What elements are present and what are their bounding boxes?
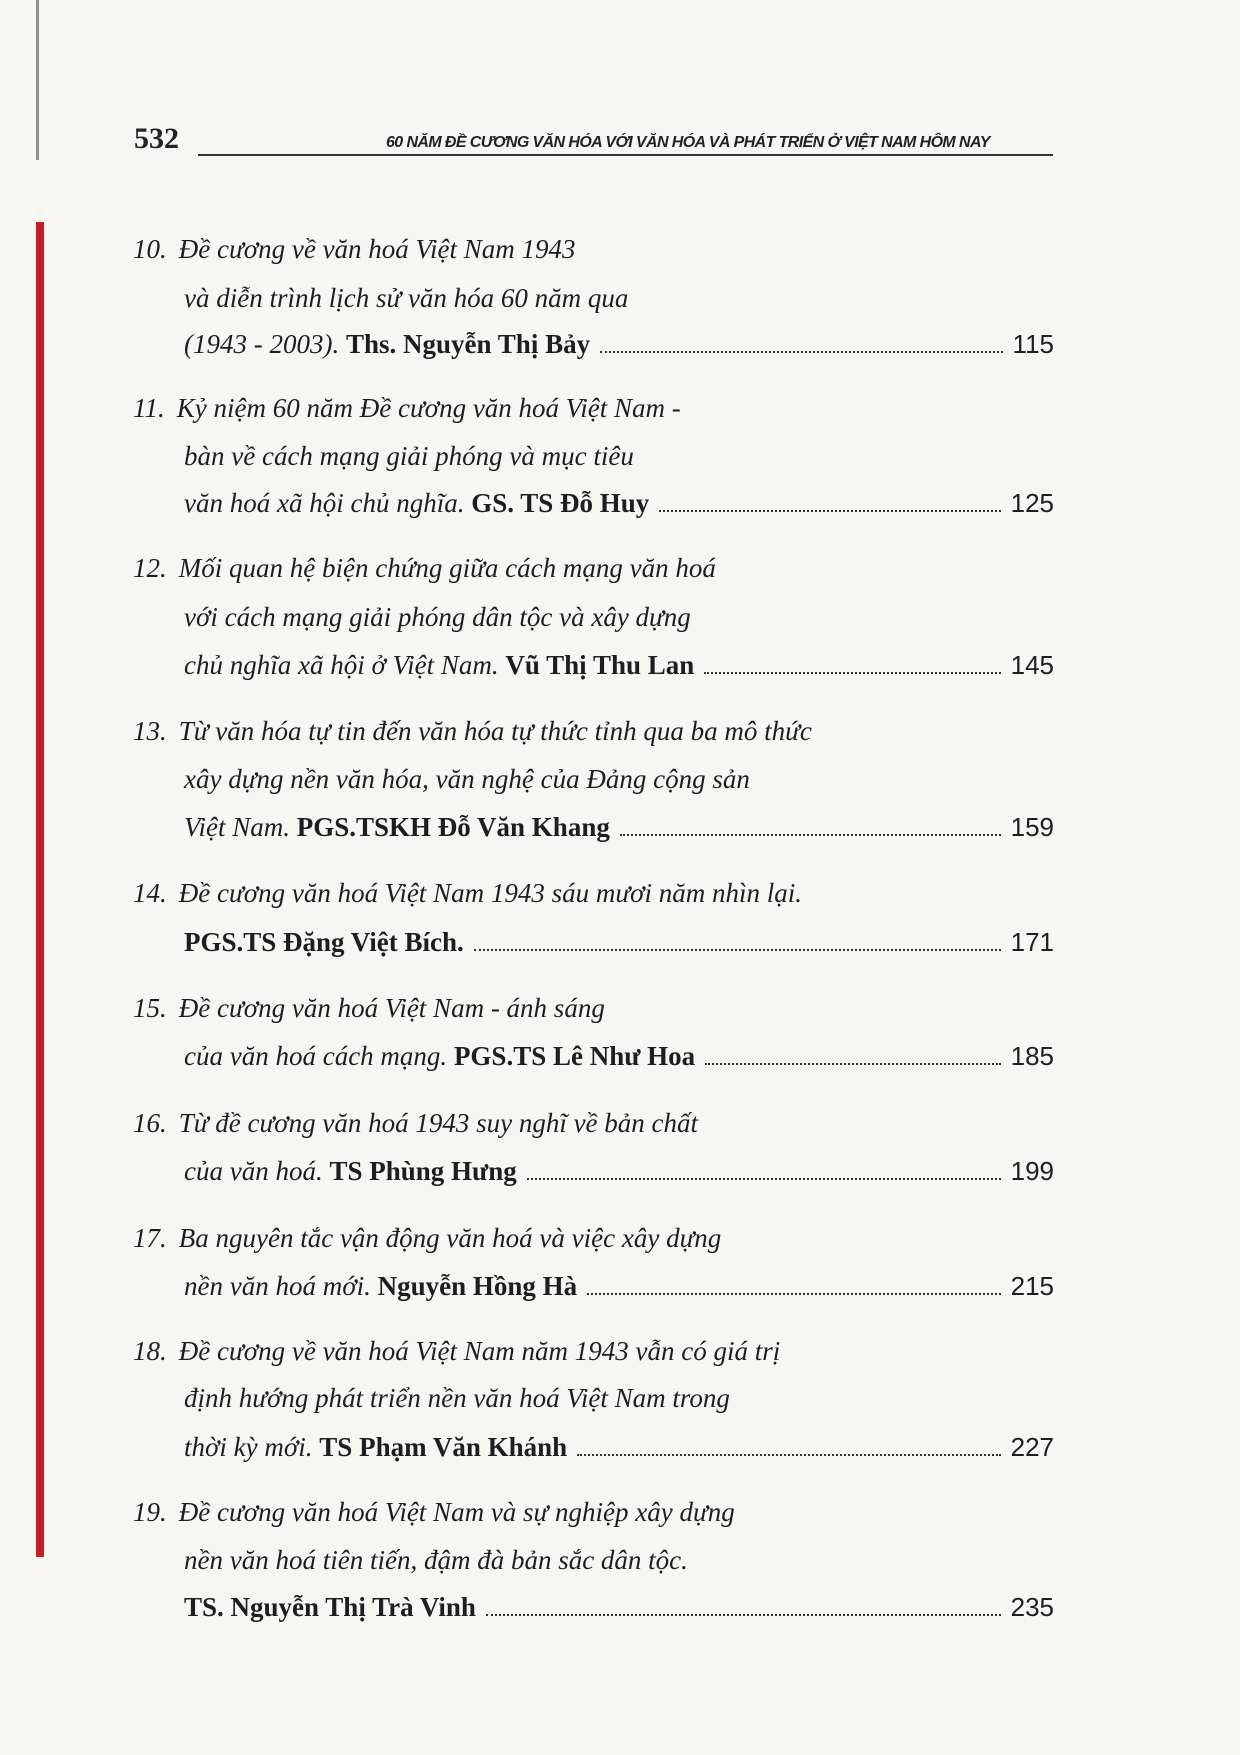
entry-author: Vũ Thị Thu Lan — [505, 650, 695, 680]
dot-leader — [577, 1434, 1000, 1456]
dot-leader — [620, 814, 1001, 836]
entry-title-text: Ba nguyên tắc vận động văn hoá và việc xây dựng — [178, 1223, 722, 1253]
entry-title-text: của văn hoá cách mạng. — [184, 1041, 448, 1071]
entry-number: 19. — [133, 1497, 167, 1527]
entry-author: PGS.TS Lê Như Hoa — [453, 1041, 696, 1071]
entry-author: Nguyễn Hồng Hà — [377, 1271, 578, 1301]
entry-number: 14. — [133, 878, 167, 908]
entry-number: 15. — [133, 993, 167, 1023]
entry-author: PGS.TS Đặng Việt Bích. — [184, 927, 464, 957]
dot-leader — [527, 1158, 1001, 1180]
dot-leader — [486, 1594, 1001, 1616]
toc-entry-final-line — [184, 1590, 1054, 1624]
entry-number: 18. — [133, 1336, 167, 1366]
toc-entry-line — [133, 232, 576, 266]
header-rule — [198, 154, 1053, 156]
toc-entry-line — [133, 1334, 780, 1368]
entry-title-text: nền văn hoá mới. — [184, 1271, 371, 1301]
toc-entry-line — [133, 1106, 698, 1140]
entry-title-text: định hướng phát triển nền văn hoá Việt Nam trong — [184, 1383, 730, 1413]
entry-title-text: của văn hoá. — [184, 1156, 323, 1186]
toc-entry-line — [133, 1495, 735, 1529]
entry-title-text: nền văn hoá tiên tiến, đậm đà bản sắc dân tộc. — [184, 1545, 688, 1575]
dot-leader — [600, 331, 1002, 353]
entry-title-text: và diễn trình lịch sử văn hóa 60 năm qua — [184, 283, 629, 313]
toc-entry-line — [133, 714, 812, 748]
entry-title-text: Kỷ niệm 60 năm Đề cương văn hoá Việt Nam - — [176, 393, 681, 423]
entry-title-text: Từ văn hóa tự tin đến văn hóa tự thức tỉnh qua ba mô thức — [178, 716, 812, 746]
entry-author: PGS.TSKH Đỗ Văn Khang — [296, 812, 610, 842]
entry-title-text: Việt Nam. — [184, 812, 290, 842]
toc-entry-final-line — [184, 810, 1054, 844]
entry-number: 12. — [133, 553, 167, 583]
entry-title-text: Đề cương văn hoá Việt Nam và sự nghiệp xây dựng — [178, 1497, 735, 1527]
toc-entry-final-line — [184, 925, 1054, 959]
toc-entry-final-line — [184, 327, 1054, 361]
toc-entry-line — [133, 391, 681, 425]
entry-page-number: 199 — [1010, 1156, 1054, 1186]
scan-edge-line — [36, 0, 39, 160]
toc-entry-final-line — [184, 1269, 1054, 1303]
entry-page-number: 185 — [1010, 1041, 1054, 1071]
toc-entry-line — [133, 1221, 721, 1255]
entry-author: Ths. Nguyễn Thị Bảy — [345, 329, 591, 359]
entry-title-text: với cách mạng giải phóng dân tộc và xây dựng — [184, 602, 691, 632]
toc-entry-final-line — [184, 486, 1054, 520]
dot-leader — [659, 490, 1000, 512]
red-margin-bar — [36, 222, 44, 1557]
page-number: 532 — [134, 122, 179, 155]
dot-leader — [474, 929, 1001, 951]
dot-leader — [587, 1273, 1000, 1295]
entry-page-number: 215 — [1010, 1271, 1054, 1301]
dot-leader — [705, 1043, 1000, 1065]
entry-author: TS Phùng Hưng — [329, 1156, 517, 1186]
entry-title-text: Đề cương văn hoá Việt Nam 1943 sáu mươi năm nhìn lại. — [178, 878, 802, 908]
entry-title-text: Đề cương về văn hoá Việt Nam năm 1943 vẫn có giá trị — [178, 1336, 781, 1366]
entry-number: 11. — [133, 393, 165, 423]
toc-entry-line — [133, 991, 605, 1025]
entry-author: TS Phạm Văn Khánh — [319, 1432, 568, 1462]
entry-page-number: 235 — [1010, 1592, 1054, 1622]
toc-entry-line — [133, 876, 802, 910]
entry-author: GS. TS Đỗ Huy — [471, 488, 650, 518]
toc-entry-final-line — [184, 648, 1054, 682]
entry-page-number: 145 — [1010, 650, 1054, 680]
toc-entry-final-line — [184, 1430, 1054, 1464]
entry-title-text: xây dựng nền văn hóa, văn nghệ của Đảng cộng sản — [184, 764, 750, 794]
entry-page-number: 115 — [1012, 329, 1054, 359]
entry-page-number: 171 — [1010, 927, 1054, 957]
toc-entry-line — [133, 551, 716, 585]
dot-leader — [704, 652, 1000, 674]
entry-title-text: bàn về cách mạng giải phóng và mục tiêu — [184, 441, 634, 471]
running-title: 60 NĂM ĐỀ CƯƠNG VĂN HÓA VỚI VĂN HÓA VÀ PHÁT TRIỂN Ở VIỆT NAM HÔM NAY — [386, 134, 990, 151]
entry-number: 10. — [133, 234, 167, 264]
entry-number: 16. — [133, 1108, 167, 1138]
toc-entry-final-line — [184, 1154, 1054, 1188]
entry-author: TS. Nguyễn Thị Trà Vinh — [184, 1592, 476, 1622]
entry-title-text: Đề cương về văn hoá Việt Nam 1943 — [178, 234, 576, 264]
entry-number: 13. — [133, 716, 167, 746]
entry-title-text: Từ đề cương văn hoá 1943 suy nghĩ về bản chất — [178, 1108, 699, 1138]
entry-title-text: văn hoá xã hội chủ nghĩa. — [184, 488, 465, 518]
entry-page-number: 125 — [1010, 488, 1054, 518]
toc-entry-final-line — [184, 1039, 1054, 1073]
entry-title-text: thời kỳ mới. — [184, 1432, 313, 1462]
entry-number: 17. — [133, 1223, 167, 1253]
entry-title-text: Đề cương văn hoá Việt Nam - ánh sáng — [178, 993, 605, 1023]
entry-title-text: (1943 - 2003). — [184, 329, 340, 359]
entry-page-number: 159 — [1010, 812, 1054, 842]
entry-title-text: Mối quan hệ biện chứng giữa cách mạng văn hoá — [178, 553, 716, 583]
entry-title-text: chủ nghĩa xã hội ở Việt Nam. — [184, 650, 499, 680]
entry-page-number: 227 — [1010, 1432, 1054, 1462]
